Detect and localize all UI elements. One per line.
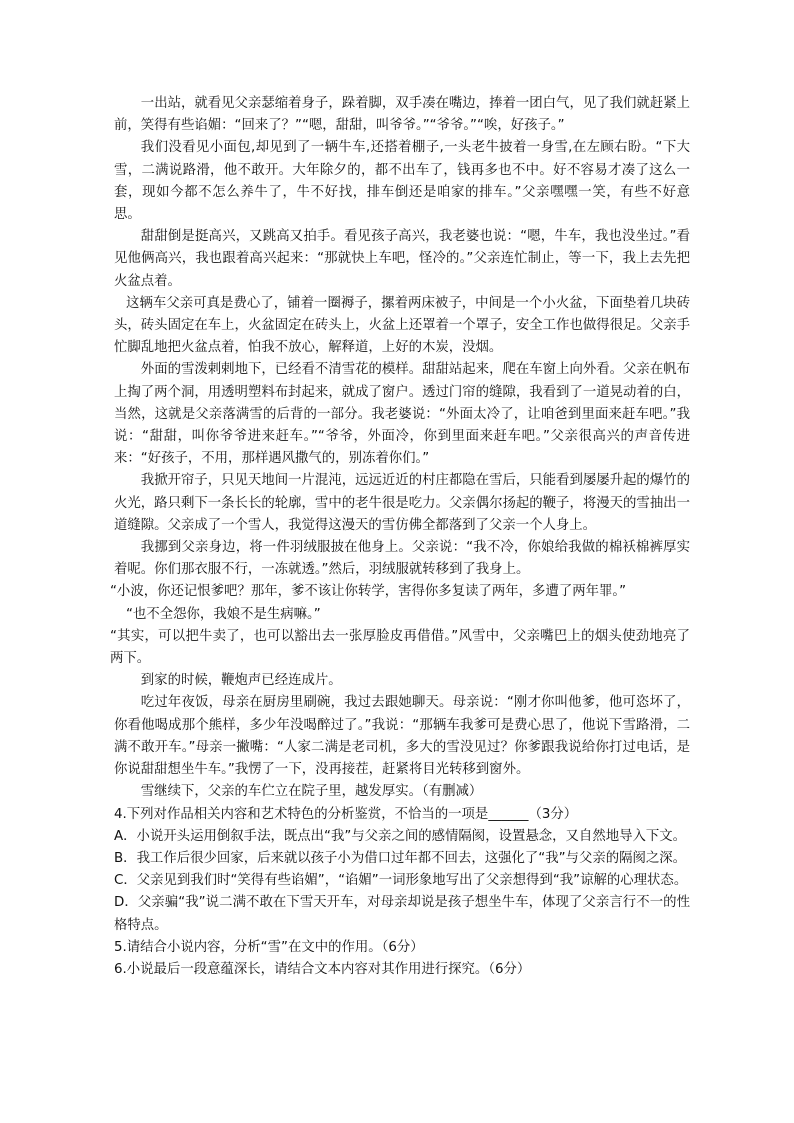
story-paragraph: 这辆车父亲可真是费心了，铺着一圈褥子，摞着两床被子，中间是一个小火盆，下面垫着几块砖头，砖头固定在车上，火盆固定在砖头上，火盆上还罩着一个罩子，安全工作也做得很足。父亲手忙脚乱地把火盆点着，怕我不放心，解释道，上好的木炭，没烟。 — [114, 295, 690, 356]
question-4: 4.下列对作品相关内容和艺术特色的分析鉴赏，不恰当的一项是______（3分） — [114, 806, 578, 822]
dialogue-line: “也不全怨你，我娘不是生病嘛。” — [126, 606, 321, 622]
story-paragraph: 我掀开帘子，只见天地间一片混沌，远远近近的村庄都隐在雪后，只能看到屡屡升起的爆竹的火光，路只剩下一条长长的轮廓，雪中的老牛很是吃力。父亲偶尔扬起的鞭子，将漫天的雪抽出一道缝隙。父亲成了一个雪人，我觉得这漫天的雪仿佛全都落到了父亲一个人身上。 — [114, 473, 690, 533]
document-page — [110, 93, 690, 981]
story-paragraph: 甜甜倒是挺高兴，又跳高又拍手。看见孩子高兴，我老婆也说：“嗯，牛车，我也没坐过。”看见他俩高兴，我也跟着高兴起来：“那就快上车吧，怪冷的。”父亲连忙制止，等一下，我上去先把火盆点着。 — [114, 229, 690, 289]
story-paragraph: 外面的雪泼剌剌地下，已经看不清雪花的模样。甜甜站起来，爬在车窗上向外看。父亲在帆布上掏了两个洞，用透明塑料布封起来，就成了窗户。透过门帘的缝隙，我看到了一道晃动着的白，当然，这就是父亲落满雪的后背的一部分。我老婆说：“外面太冷了，让咱爸到里面来赶车吧。”我说：“甜甜，叫你爷爷进来赶车。”“爷爷，外面冷，你到里面来赶车吧。”父亲很高兴的声音传进来：“好孩子，不用，那样遇风撒气的，别冻着你们。” — [114, 362, 690, 467]
dialogue-line: “其实，可以把牛卖了，也可以豁出去一张厚脸皮再借借。”风雪中，父亲嘴巴上的烟头使劲地亮了两下。 — [110, 628, 690, 667]
story-paragraph: 我挪到父亲身边，将一件羽绒服披在他身上。父亲说：“我不冷，你娘给我做的棉袄棉裤厚实着呢。你们那衣服不行，一冻就透。”然后，羽绒服就转移到了我身上。 — [114, 540, 690, 578]
question-6: 6.小说最后一段意蕴深长，请结合文本内容对其作用进行探究。（6分） — [114, 961, 531, 977]
question-5: 5.请结合小说内容，分析“雪”在文中的作用。（6分） — [114, 939, 424, 955]
option-a: A．小说开头运用倒叙手法，既点出“我”与父亲之间的感情隔阂，设置悬念，又自然地导入下文。 — [114, 828, 687, 844]
dialogue-line: “小波，你还记恨爹吧？那年，爹不该让你转学，害得你多复读了两年，多遭了两年罪。” — [110, 584, 627, 600]
option-c: C．父亲见到我们时“笑得有些谄媚”，“谄媚”一词形象地写出了父亲想得到“我”谅解的心理状态。 — [114, 873, 688, 889]
story-paragraph: 我们没看见小面包,却见到了一辆牛车,还搭着棚子,一头老牛披着一身雪,在左顾右盼。“下大雪，二满说路滑，他不敢开。大年除夕的，都不出车了，钱再多也不中。好不容易才凑了这么一套，现如今都不怎么养牛了，牛不好找，排车倒还是咱家的排车。”父亲嘿嘿一笑，有些不好意思。 — [114, 140, 690, 223]
story-paragraph: 吃过年夜饭，母亲在厨房里刷碗，我过去跟她聊天。母亲说：“刚才你叫他爹，他可恣坏了，你看他喝成那个熊样，多少年没喝醉过了。”我说：“那辆车我爹可是费心思了，他说下雪路滑，二满不敢开车。”母亲一撇嘴：“人家二满是老司机，多大的雪没见过？你爹跟我说给你打过电话，是你说甜甜想坐牛车。”我愣了一下，没再接茬，赶紧将目光转移到窗外。 — [114, 695, 690, 778]
option-b: B．我工作后很少回家，后来就以孩子小为借口过年都不回去，这强化了“我”与父亲的隔阂之深。 — [114, 850, 687, 866]
story-paragraph: 雪继续下，父亲的车伫立在院子里，越发厚实。（有删减） — [140, 784, 483, 800]
option-d: D．父亲骗“我”说二满不敢在下雪天开车，对母亲却说是孩子想坐牛车，体现了父亲言行不一的性格特点。 — [114, 895, 690, 933]
story-paragraph: 一出站，就看见父亲瑟缩着身子，跺着脚，双手凑在嘴边，捧着一团白气，见了我们就赶紧上前，笑得有些谄媚：“回来了？”“嗯，甜甜，叫爷爷。”“爷爷。”“唉，好孩子。” — [114, 96, 690, 134]
story-paragraph: 到家的时候，鞭炮声已经连成片。 — [140, 673, 342, 689]
